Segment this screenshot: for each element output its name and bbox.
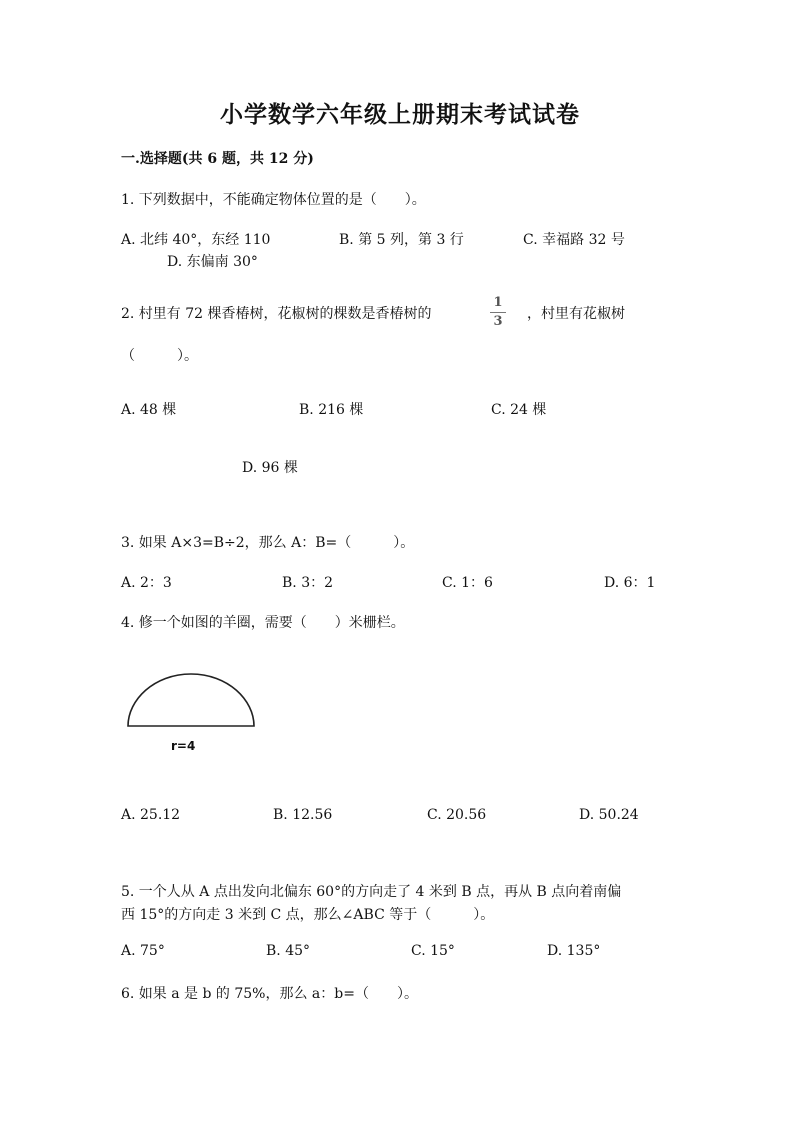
q3-option-c: C. 1：6: [442, 575, 493, 591]
question-2-text-line2: （ ）。: [121, 348, 198, 364]
q2-option-a: A. 48 棵: [121, 402, 177, 418]
page-title: 小学数学六年级上册期末考试试卷: [220, 101, 580, 128]
q1-option-c: C. 幸福路 32 号: [523, 232, 625, 248]
q5-option-d: D. 135°: [547, 943, 601, 959]
q2-option-c: C. 24 棵: [491, 402, 547, 418]
question-2-text-after: ，村里有花椒树: [527, 306, 625, 322]
figure-radius-label: r=4: [171, 739, 196, 753]
question-4-text: 4. 修一个如图的羊圈，需要（ ）米栅栏。: [121, 615, 405, 631]
question-2-text: 2. 村里有 72 棵香椿树，花椒树的棵数是香椿树的: [121, 306, 432, 322]
q3-option-d: D. 6：1: [604, 575, 656, 591]
q3-option-b: B. 3：2: [282, 575, 334, 591]
q4-option-b: B. 12.56: [273, 807, 333, 823]
fraction-numerator: 1: [493, 295, 503, 310]
question-1-text: 1. 下列数据中，不能确定物体位置的是（ ）。: [121, 192, 426, 208]
fraction-bar: [490, 312, 506, 313]
fraction-one-third: [490, 296, 506, 329]
question-5-text-line2: 西 15°的方向走 3 米到 C 点，那么∠ABC 等于（ ）。: [121, 907, 495, 923]
q1-option-a: A. 北纬 40°，东经 110: [121, 232, 271, 248]
q4-option-d: D. 50.24: [579, 807, 639, 823]
q1-option-d: D. 东偏南 30°: [167, 254, 258, 270]
question-3-text: 3. 如果 A×3=B÷2，那么 A：B=（ ）。: [121, 535, 415, 551]
q2-option-d: D. 96 棵: [242, 460, 298, 476]
q5-option-a: A. 75°: [121, 943, 165, 959]
q4-option-c: C. 20.56: [427, 807, 487, 823]
q5-option-c: C. 15°: [411, 943, 455, 959]
question-5-text-line1: 5. 一个人从 A 点出发向北偏东 60°的方向走了 4 米到 B 点，再从 B 点向着南偏: [121, 884, 622, 900]
question-6-text: 6. 如果 a 是 b 的 75%，那么 a：b=（ ）。: [121, 986, 418, 1002]
q5-option-b: B. 45°: [266, 943, 311, 959]
semicircle-pen-figure: [124, 668, 258, 732]
q1-option-b: B. 第 5 列，第 3 行: [339, 232, 464, 248]
q3-option-a: A. 2：3: [121, 575, 172, 591]
q2-option-b: B. 216 棵: [299, 402, 364, 418]
q4-option-a: A. 25.12: [121, 807, 181, 823]
section-heading: 一.选择题(共 6 题，共 12 分): [121, 151, 314, 167]
fraction-denominator: 3: [493, 314, 503, 329]
